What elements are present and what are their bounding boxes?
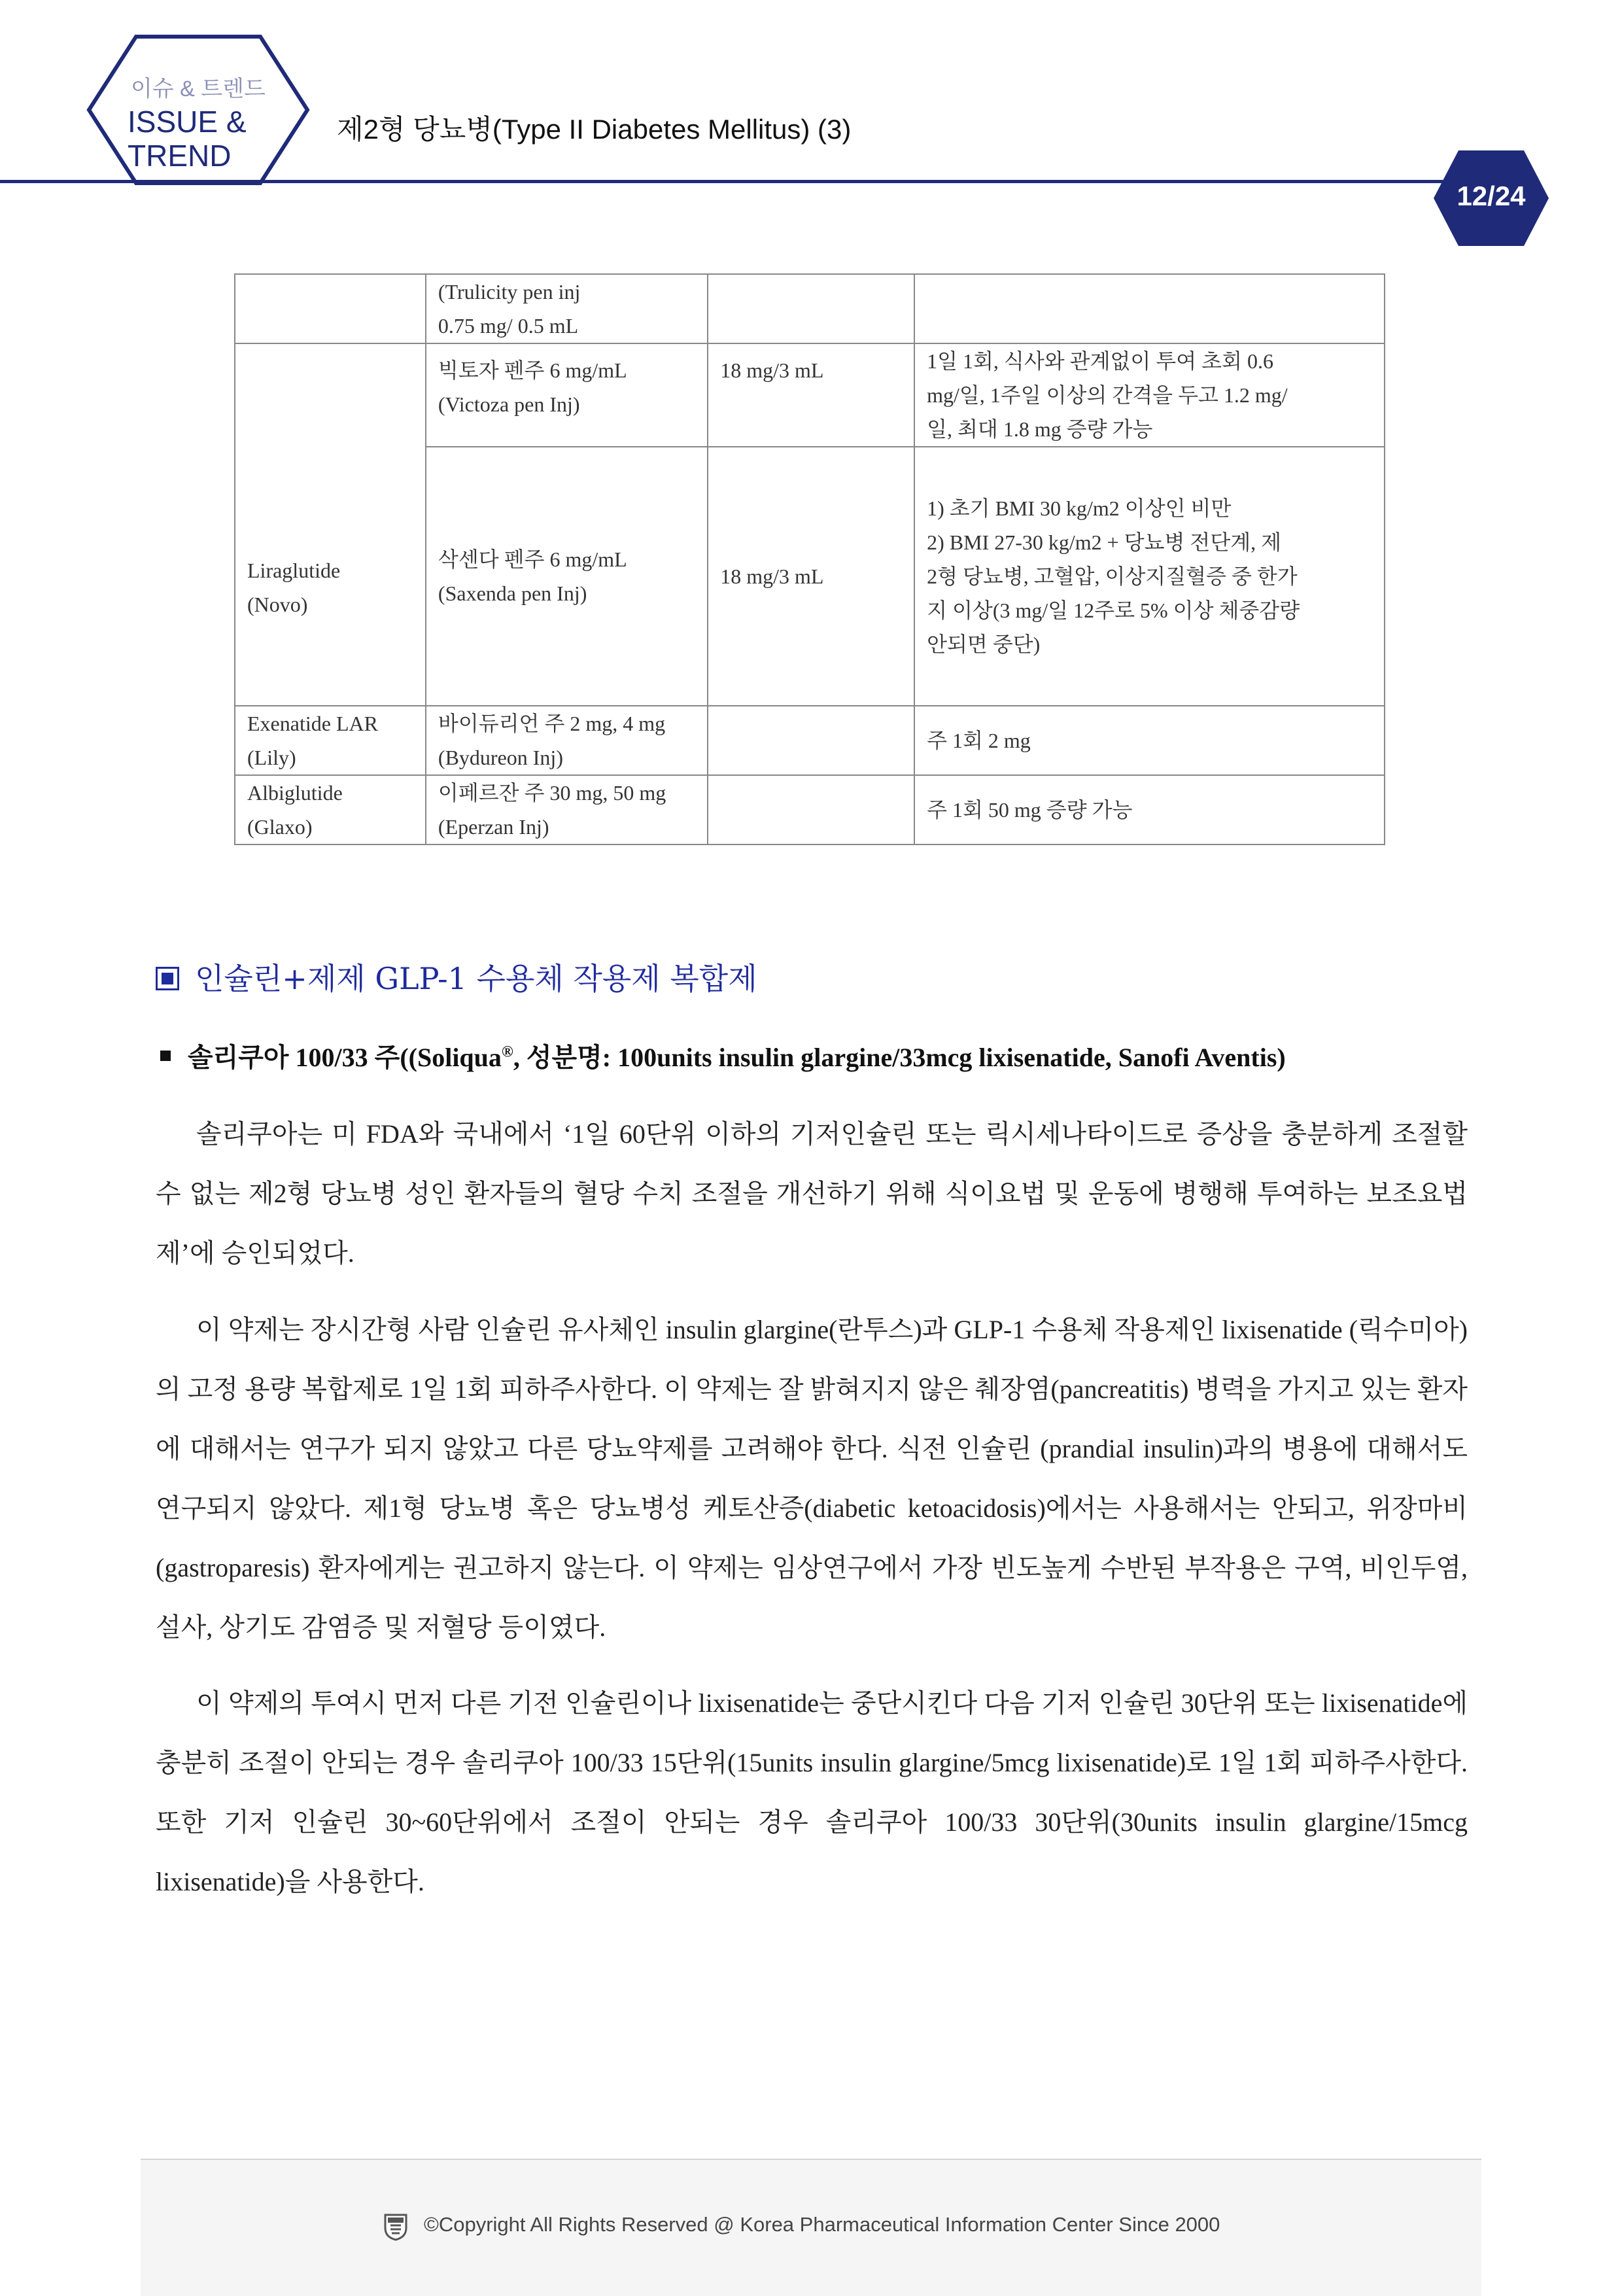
table-cell-strength	[708, 775, 914, 844]
product-english-name: (Eperzan Inj)	[438, 815, 549, 839]
table-cell-dosage	[914, 343, 1385, 447]
table-cell	[235, 274, 426, 343]
ingredient-name: Exenatide LAR	[247, 712, 378, 735]
table-cell-ingredient	[235, 706, 426, 775]
dosage-line: 2형 당뇨병, 고혈압, 이상지질혈증 중 한가	[927, 565, 1298, 588]
table-cell-dosage: 주 1회 50 mg 증량 가능	[914, 775, 1385, 844]
table-cell-product	[426, 274, 708, 343]
table-cell-strength	[708, 274, 914, 343]
dosage-line: 2) BMI 27-30 kg/m2 + 당뇨병 전단계, 제	[927, 531, 1282, 554]
table-row	[235, 343, 1385, 447]
section-heading	[156, 955, 757, 998]
table-cell-dosage: 주 1회 2 mg	[914, 706, 1385, 775]
table-cell-product	[426, 775, 708, 844]
registered-mark: ®	[501, 1043, 513, 1061]
dosage-line: 일, 최대 1.8 mg 증량 가능	[927, 417, 1153, 441]
table-cell-dosage	[914, 274, 1385, 343]
page-number: 12/24	[1457, 181, 1526, 211]
square-bullet-icon	[156, 967, 179, 990]
table-cell-ingredient	[235, 343, 426, 706]
product-name-suffix: , 성분명: 100units insulin glargine/33mcg lixisenatide, Sanofi Aventis)	[513, 1043, 1286, 1072]
ingredient-name: Albiglutide	[247, 781, 343, 805]
table-cell-strength	[708, 706, 914, 775]
product-name: 삭센다 펜주 6 mg/mL	[438, 548, 627, 571]
product-english-name: (Bydureon Inj)	[438, 746, 563, 769]
logo-line-2: TREND	[128, 139, 232, 173]
ingredient-company: (Novo)	[247, 593, 308, 616]
paragraph-administration: 이 약제의 투여시 먼저 다른 기전 인슐린이나 lixisenatide는 중단시킨다 다음 기저 인슐린 30단위 또는 lixisenatide에 충분히 조절이 안되는 경우 솔리쿠아 100/33 15단위(15units insulin glargine/5mcg lixisenatide)로 1일 1회 피하주사한다. 또한 기저 인슐린 30~60단위에서 조절이 안되는 경우 솔리쿠아 100/33 30단위(30units insulin glargine/15mcg lixisenatide)을 사용한다.	[156, 1688, 1468, 1896]
table-cell-ingredient	[235, 775, 426, 844]
product-strength: 0.75 mg/ 0.5 mL	[438, 314, 579, 338]
table-row	[235, 274, 1385, 343]
product-name-prefix: 솔리쿠아 100/33 주((Soliqua	[188, 1043, 502, 1072]
logo-korean-label: 이슈 & 트렌드	[131, 77, 266, 101]
paragraph-approval: 솔리쿠아는 미 FDA와 국내에서 ‘1일 60단위 이하의 기저인슐린 또는 릭시세나타이드로 증상을 충분하게 조절할 수 없는 제2형 당뇨병 성인 환자들의 혈당 수치 조절을 개선하기 위해 식이요법 및 운동에 병행해 투여하는 보조요법제’에 승인되었다.	[156, 1119, 1468, 1268]
kpic-emblem-icon	[383, 2212, 409, 2241]
ingredient-company: (Glaxo)	[247, 815, 313, 839]
table-cell-strength: 18 mg/3 mL	[708, 343, 914, 447]
dosage-line: 1) 초기 BMI 30 kg/m2 이상인 비만	[927, 496, 1232, 520]
logo-issue-trend	[128, 105, 247, 173]
product-bullet	[160, 1037, 1286, 1074]
dosage-line: 안되면 중단)	[927, 633, 1041, 656]
product-name: (Trulicity pen inj	[438, 280, 581, 304]
glp1-drug-table	[234, 273, 1385, 845]
table-row	[235, 775, 1385, 844]
ingredient-name: Liraglutide	[247, 559, 341, 582]
dosage-line: 지 이상(3 mg/일 12주로 5% 이상 체중감량	[927, 599, 1300, 622]
logo-line-1: ISSUE &	[128, 105, 247, 139]
dosage-line: mg/일, 1주일 이상의 간격을 두고 1.2 mg/	[927, 383, 1288, 407]
document-title: 제2형 당뇨병(Type II Diabetes Mellitus) (3)	[337, 114, 852, 145]
bullet-icon	[160, 1051, 171, 1061]
table-row	[235, 706, 1385, 775]
copyright-text: ©Copyright All Rights Reserved @ Korea Pharmaceutical Information Center Since 2000	[424, 2213, 1220, 2236]
product-english-name: (Saxenda pen Inj)	[438, 582, 587, 605]
dosage-line: 1일 1회, 식사와 관계없이 투여 초회 0.6	[927, 349, 1273, 373]
table-cell-product	[426, 343, 708, 447]
product-name: 이페르잔 주 30 mg, 50 mg	[438, 781, 666, 805]
table-cell-strength: 18 mg/3 mL	[708, 447, 914, 706]
product-name: 빅토자 펜주 6 mg/mL	[438, 358, 627, 382]
product-name: 바이듀리언 주 2 mg, 4 mg	[438, 712, 666, 735]
table-cell-dosage	[914, 447, 1385, 706]
header-rule	[0, 180, 1517, 183]
product-english-name: (Victoza pen Inj)	[438, 392, 580, 416]
paragraph-composition: 이 약제는 장시간형 사람 인슐린 유사체인 insulin glargine(란투스)과 GLP-1 수용체 작용제인 lixisenatide (릭수미아)의 고정 용량 복합제로 1일 1회 피하주사한다. 이 약제는 잘 밝혀지지 않은 췌장염(pancreatitis) 병력을 가지고 있는 환자에 대해서는 연구가 되지 않았고 다른 당뇨약제를 고려해야 한다. 식전 인슐린 (prandial insulin)과의 병용에 대해서도 연구되지 않았다. 제1형 당뇨병 혹은 당뇨병성 케토산증(diabetic ketoacidosis)에서는 사용해서는 안되고, 위장마비(gastroparesis) 환자에게는 권고하지 않는다. 이 약제는 임상연구에서 가장 빈도높게 수반된 부작용은 구역, 비인두염, 설사, 상기도 감염증 및 저혈당 등이였다.	[156, 1315, 1468, 1642]
section-title: 인슐린+제제 GLP-1 수용체 작용제 복합제	[195, 961, 757, 996]
table-cell-product	[426, 447, 708, 706]
table-cell-product	[426, 706, 708, 775]
ingredient-company: (Lily)	[247, 746, 296, 769]
